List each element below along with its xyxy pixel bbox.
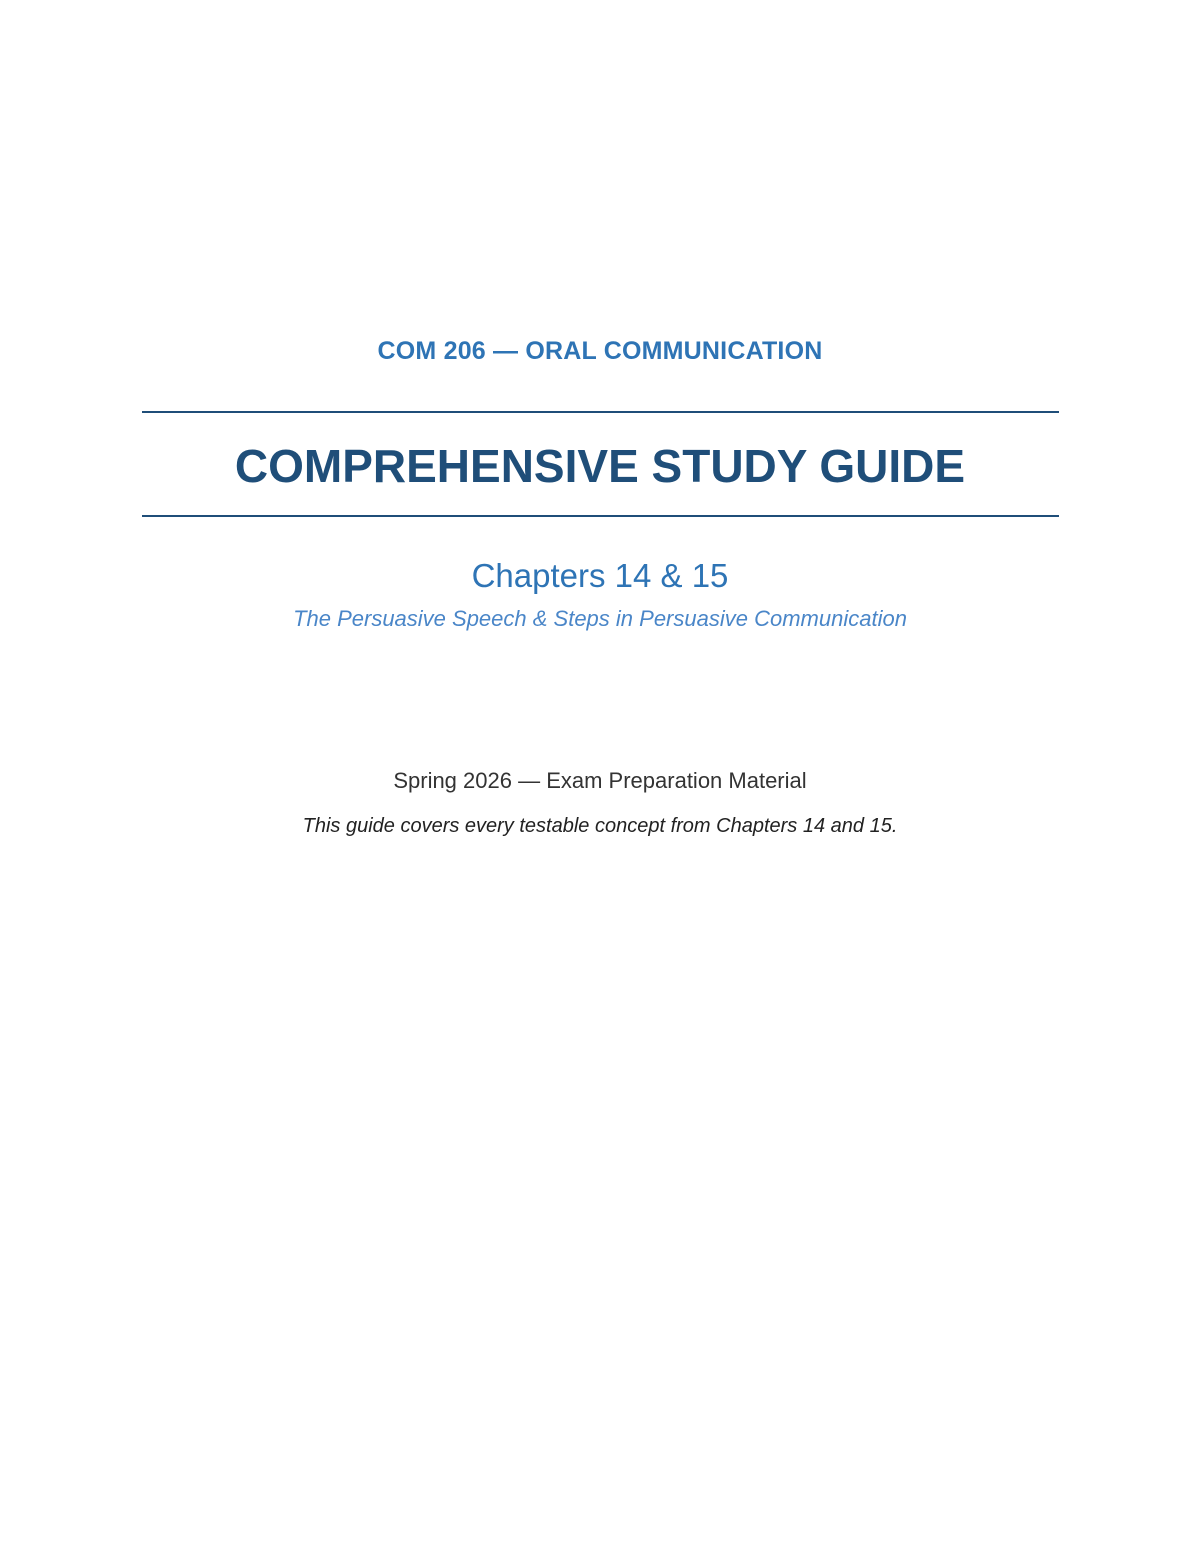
- chapters-subtitle: The Persuasive Speech & Steps in Persuasive Communication: [293, 606, 907, 631]
- title-top-divider: [142, 411, 1059, 413]
- chapters-heading: Chapters 14 & 15: [471, 557, 729, 594]
- course-code: COM 206 — ORAL COMMUNICATION: [377, 337, 823, 365]
- title-bottom-divider: [142, 515, 1059, 517]
- document-title: COMPREHENSIVE STUDY GUIDE: [234, 440, 966, 492]
- coverage-note: This guide covers every testable concept from Chapters 14 and 15.: [302, 815, 898, 837]
- term-line: Spring 2026 — Exam Preparation Material: [393, 768, 807, 793]
